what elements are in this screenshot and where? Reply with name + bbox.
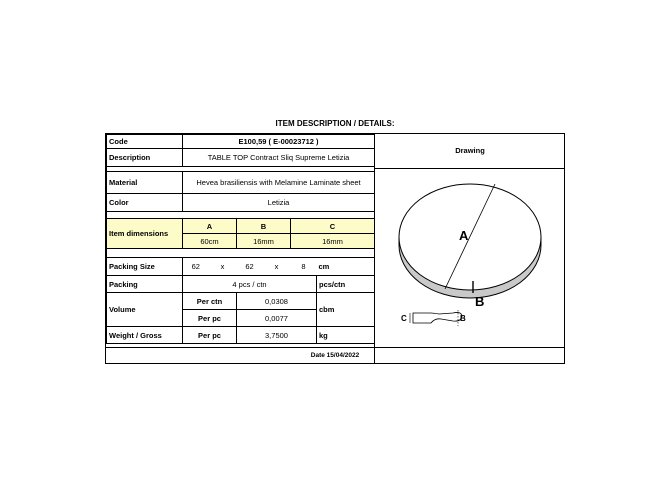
drawing-label: Drawing (375, 134, 565, 169)
packing-size-depth: 62 (237, 258, 263, 276)
volume-per-pc-value: 0,0077 (237, 310, 317, 327)
packing-size-label: Packing Size (107, 258, 183, 276)
volume-per-pc-label: Per pc (183, 310, 237, 327)
packing-size-times: x (209, 258, 237, 276)
material-row (107, 172, 375, 194)
profile-label-b: B (460, 314, 466, 323)
dimension-a-value: 60cm (183, 234, 237, 249)
weight-row (107, 327, 375, 344)
packing-label: Packing (107, 276, 183, 293)
volume-row (107, 293, 375, 310)
label-a: A (459, 228, 469, 243)
material-value: Hevea brasiliensis with Melamine Laminate sheet (183, 172, 375, 194)
spec-table (106, 134, 375, 344)
material-label: Material (107, 172, 183, 194)
dimensions-header-row (107, 219, 375, 234)
code-label: Code (107, 135, 183, 149)
dimension-c-value: 16mm (291, 234, 375, 249)
packing-size-times: x (263, 258, 291, 276)
dimension-a-header: A (183, 219, 237, 234)
spacer-row (107, 249, 375, 258)
packing-value: 4 pcs / ctn (183, 276, 317, 293)
color-label: Color (107, 194, 183, 212)
date-footer: Date 15/04/2022 (106, 347, 564, 364)
drawing-panel (374, 134, 565, 363)
spacer-row (107, 212, 375, 219)
packing-size-unit: cm (317, 258, 375, 276)
weight-value: 3,7500 (237, 327, 317, 344)
label-b: B (475, 294, 485, 309)
table-top-drawing (375, 169, 565, 347)
color-row (107, 194, 375, 212)
volume-per-ctn-value: 0,0308 (237, 293, 317, 310)
volume-per-ctn-label: Per ctn (183, 293, 237, 310)
volume-label: Volume (107, 293, 183, 327)
code-row (107, 135, 375, 149)
packing-row (107, 276, 375, 293)
dimension-c-header: C (291, 219, 375, 234)
description-label: Description (107, 149, 183, 167)
dimension-b-value: 16mm (237, 234, 291, 249)
label-c: C (401, 314, 407, 323)
dimension-b-header: B (237, 219, 291, 234)
volume-unit: cbm (317, 293, 375, 327)
weight-unit: kg (317, 327, 375, 344)
description-value: TABLE TOP Contract Sliq Supreme Letizia (183, 149, 375, 167)
packing-size-width: 62 (183, 258, 209, 276)
description-row (107, 149, 375, 167)
page-title: ITEM DESCRIPTION / DETAILS: (275, 119, 395, 128)
weight-per-pc-label: Per pc (183, 327, 237, 344)
code-value: E100,59 ( E-00023712 ) (183, 135, 375, 149)
packing-size-height: 8 (291, 258, 317, 276)
packing-size-row (107, 258, 375, 276)
weight-label: Weight / Gross (107, 327, 183, 344)
spec-sheet (105, 133, 565, 364)
edge-profile (413, 312, 462, 323)
color-value: Letizia (183, 194, 375, 212)
dimensions-label: Item dimensions (107, 219, 183, 249)
packing-unit: pcs/ctn (317, 276, 375, 293)
